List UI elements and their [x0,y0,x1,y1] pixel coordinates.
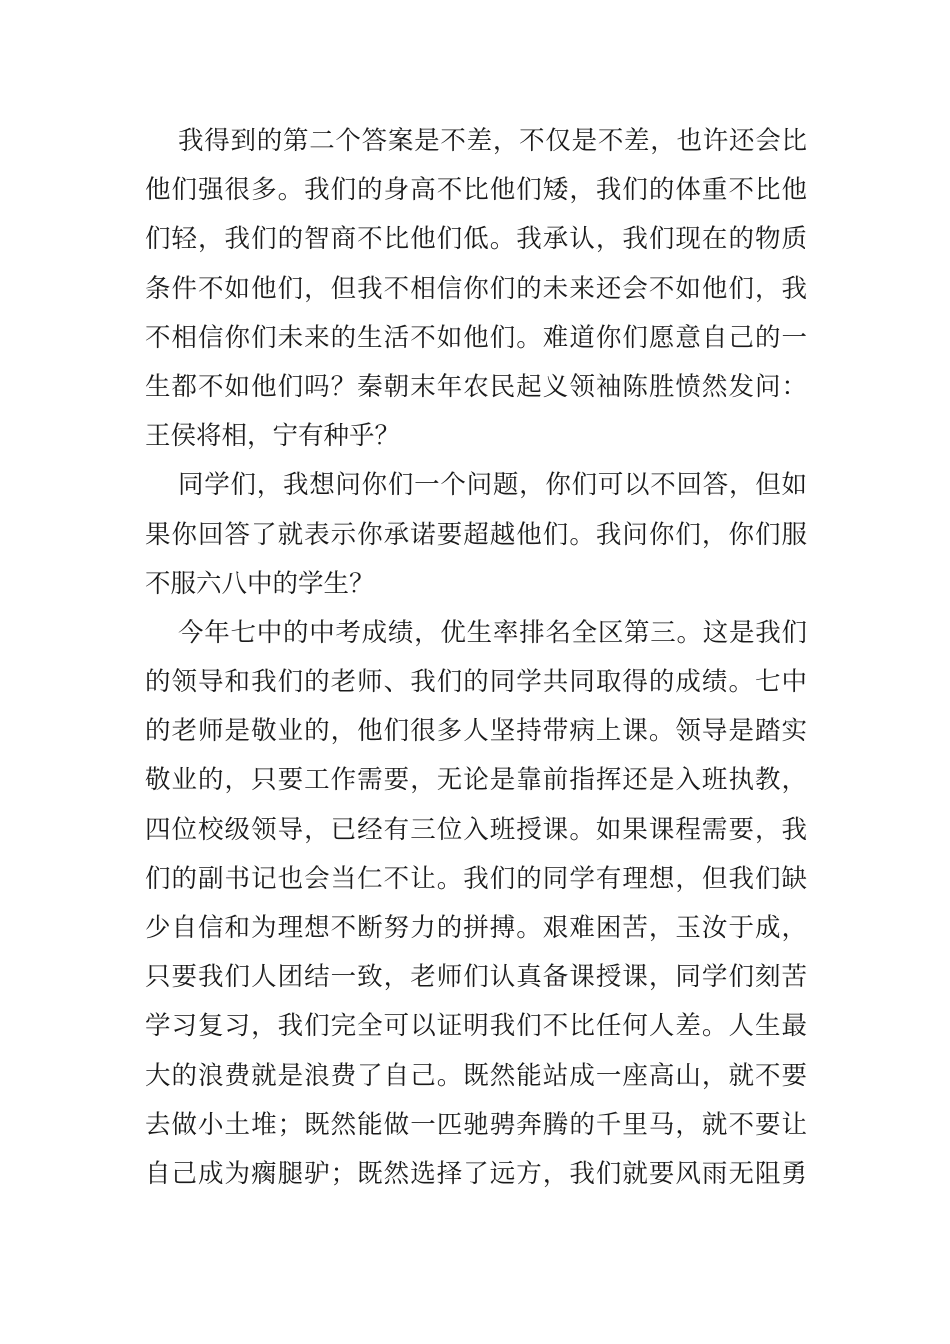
text-line: 们的副书记也会当仁不让。我们的同学有理想，但我们缺 [145,863,807,894]
paragraph-3 [145,609,807,1199]
text-line: 他们强很多。我们的身高不比他们矮，我们的体重不比他 [145,175,807,206]
document-body [145,117,807,1199]
text-line: 同学们，我想问你们一个问题，你们可以不回答，但如 [178,470,807,501]
text-line: 敬业的，只要工作需要，无论是靠前指挥还是入班执教， [145,765,807,796]
text-line: 们轻，我们的智商不比他们低。我承认，我们现在的物质 [145,224,807,255]
text-line: 去做小土堆；既然能做一匹驰骋奔腾的千里马，就不要让 [145,1109,807,1140]
text-line: 不相信你们未来的生活不如他们。难道你们愿意自己的一 [145,322,807,353]
text-line: 果你回答了就表示你承诺要超越他们。我问你们，你们服 [145,519,807,550]
text-line: 条件不如他们，但我不相信你们的未来还会不如他们，我 [145,273,807,304]
text-line: 我得到的第二个答案是不差，不仅是不差，也许还会比 [178,126,807,156]
text-line: 大的浪费就是浪费了自己。既然能站成一座高山，就不要 [145,1060,807,1091]
text-line: 生都不如他们吗？秦朝末年农民起义领袖陈胜愤然发问： [145,371,807,402]
text-line: 的老师是敬业的，他们很多人坚持带病上课。领导是踏实 [145,716,807,747]
text-line: 不服六八中的学生？ [145,568,375,599]
text-line: 自己成为瘸腿驴；既然选择了远方，我们就要风雨无阻勇 [145,1158,807,1189]
text-line: 今年七中的中考成绩，优生率排名全区第三。这是我们 [178,617,807,648]
text-line: 王侯将相，宁有种乎？ [145,421,401,452]
text-line: 学习复习，我们完全可以证明我们不比任何人差。人生最 [145,1011,807,1042]
text-line: 四位校级领导，已经有三位入班授课。如果课程需要，我 [145,814,807,845]
text-line: 只要我们人团结一致，老师们认真备课授课，同学们刻苦 [145,962,807,993]
text-line: 少自信和为理想不断努力的拼搏。艰难困苦，玉汝于成， [145,913,807,943]
paragraph-1 [145,117,807,461]
paragraph-2 [145,461,807,609]
text-line: 的领导和我们的老师、我们的同学共同取得的成绩。七中 [145,667,807,698]
